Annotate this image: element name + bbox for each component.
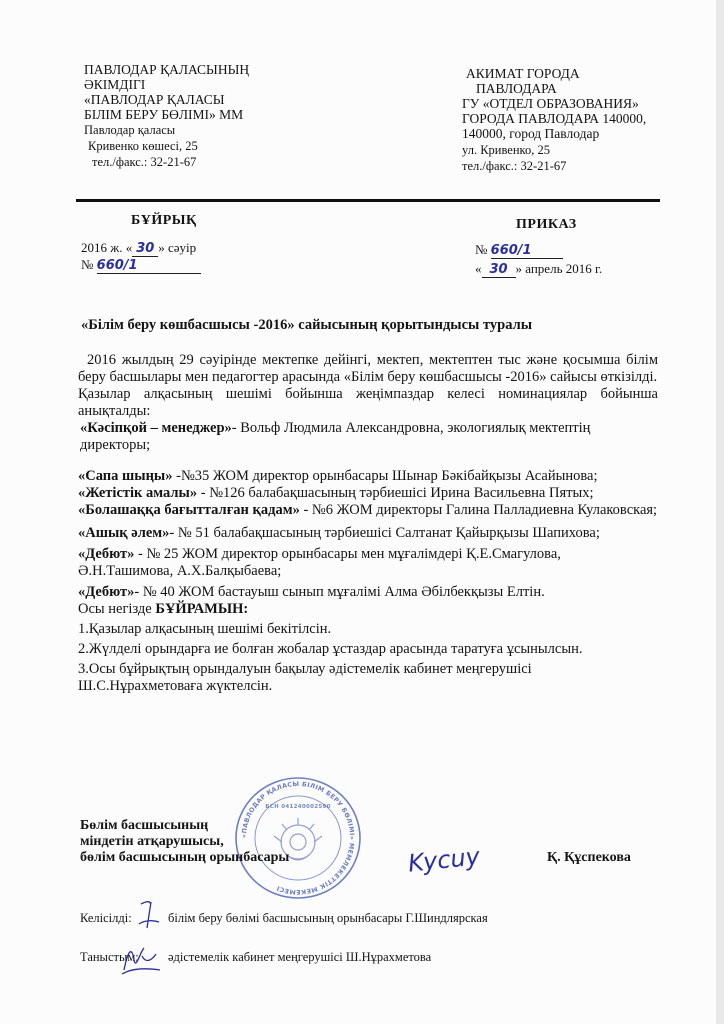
nomination: «Кәсіпқой – менеджер» bbox=[80, 420, 232, 436]
nomination: «Болашаққа бағытталған қадам» bbox=[78, 502, 300, 518]
signer-name: Қ. Құспекова bbox=[547, 850, 631, 865]
quote-open: « bbox=[475, 261, 482, 276]
date-prefix: 2016 ж. « bbox=[81, 240, 133, 255]
intro-paragraph: 2016 жылдың 29 сәуірінде мектепке дейінгі, мектеп, мектептен тыс және қосымша білім беру басшылары мен педагогтер арасында «Білім беру көшбасшысы -2016» сайысы өткізілді. bbox=[78, 352, 658, 385]
quote-close: » bbox=[515, 261, 522, 276]
number-handwritten: 660/1 bbox=[97, 258, 201, 274]
date-suffix: апрель 2016 г. bbox=[525, 261, 603, 276]
winner-text: -№35 ЖОМ директор орынбасары Шынар Бәкібайқызы Асайынова; bbox=[172, 468, 598, 484]
nomination: «Ашық әлем» bbox=[78, 525, 170, 541]
order-item: 2.Жүлделі орындарға ие болған жобалар ұстаздар арасында таратуға ұсынылсын. bbox=[78, 641, 583, 657]
number-symbol: № bbox=[81, 257, 94, 272]
winner-item bbox=[78, 468, 658, 485]
handwritten-signature: Kycuy bbox=[406, 842, 482, 878]
signer-title-line: Бөлім басшысының bbox=[80, 818, 209, 833]
initials-mark-icon bbox=[135, 898, 165, 932]
winner-text: - Вольф Людмила Александровна, экологиялық мектептің директоры; bbox=[80, 420, 591, 453]
winner-text: - № 40 ЖОМ бастауыш сынып мұғалімі Алма Әбілбекқызы Елтін. bbox=[134, 584, 545, 600]
winner-text: - № 25 ЖОМ директор орынбасары мен мұғалімдері Қ.Е.Смагулова, Ә.Н.Ташимова, А.Х.Балқыбаева; bbox=[78, 546, 561, 579]
header-divider bbox=[76, 199, 660, 202]
header-left-line: ӘКІМДІГІ bbox=[84, 77, 146, 92]
date-day-handwritten: 30 bbox=[132, 241, 158, 257]
signer-title-line: міндетін атқарушысы, bbox=[80, 834, 224, 849]
header-right-addr: тел./факс.: 32-21-67 bbox=[462, 159, 567, 173]
header-right bbox=[462, 66, 647, 174]
order-date-kz bbox=[81, 240, 196, 257]
date-suffix: » сәуір bbox=[158, 240, 197, 255]
header-right-line: 140000, город Павлодар bbox=[462, 126, 600, 141]
order-number-ru bbox=[475, 242, 563, 259]
scan-edge bbox=[716, 0, 724, 1024]
header-right-line: ГУ «ОТДЕЛ ОБРАЗОВАНИЯ» bbox=[462, 96, 639, 111]
order-number-kz bbox=[81, 257, 201, 274]
basis-bold: БҰЙРАМЫН: bbox=[155, 601, 249, 617]
header-right-line: АКИМАТ ГОРОДА bbox=[466, 66, 580, 81]
header-left-addr: тел./факс.: 32-21-67 bbox=[92, 155, 197, 169]
header-left-addr: Кривенко көшесі, 25 bbox=[88, 139, 198, 153]
header-left bbox=[84, 62, 249, 170]
winner-item bbox=[78, 485, 658, 502]
winner-item bbox=[78, 420, 658, 454]
number-symbol: № bbox=[475, 242, 488, 257]
winner-item bbox=[78, 502, 658, 519]
header-left-addr: Павлодар қаласы bbox=[84, 123, 176, 137]
order-title-ru: ПРИКАЗ bbox=[516, 217, 577, 232]
winner-text: - № 51 балабақшасының тәрбиешісі Салтанат Қайырқызы Шапихова; bbox=[169, 525, 600, 541]
nomination: «Жетістік амалы» bbox=[78, 485, 198, 501]
header-right-line: ГОРОДА ПАВЛОДАРА 140000, bbox=[462, 111, 647, 126]
stamp-inner-text: БСН 041240002590 bbox=[265, 804, 331, 810]
signature-block bbox=[80, 818, 289, 866]
initials-mark-icon bbox=[116, 940, 166, 980]
order-item: 1.Қазылар алқасының шешімі бекітілсін. bbox=[78, 621, 332, 637]
order-item: 3.Осы бұйрықтың орындалуын бақылау әдістемелік кабинет меңгерушісі Ш.С.Нұрахметоваға жүктелсін. bbox=[78, 661, 532, 694]
acquainted-text: әдістемелік кабинет меңгерушісі Ш.Нұрахметова bbox=[168, 950, 432, 964]
basis-line bbox=[78, 601, 658, 618]
agreed-label: Келісілді: bbox=[80, 911, 132, 925]
number-handwritten: 660/1 bbox=[491, 243, 563, 259]
winner-text: - №126 балабақшасының тәрбиешісі Ирина Васильевна Пятых; bbox=[197, 485, 594, 501]
header-left-line: «ПАВЛОДАР ҚАЛАСЫ bbox=[84, 92, 225, 107]
header-left-line: ПАВЛОДАР ҚАЛАСЫНЫҢ bbox=[84, 62, 250, 77]
date-day-handwritten: 30 bbox=[482, 262, 516, 278]
winner-item bbox=[78, 546, 658, 580]
agreed-text: білім беру бөлімі басшысының орынбасары Г.Шиндлярская bbox=[168, 911, 488, 925]
header-right-line: ПАВЛОДАРА bbox=[476, 81, 557, 96]
nomination: «Дебют» bbox=[78, 546, 135, 562]
order-body bbox=[78, 352, 658, 695]
header-left-line: БІЛІМ БЕРУ БӨЛІМІ» ММ bbox=[84, 107, 244, 122]
jury-paragraph: Қазылар алқасының шешімі бойынша жеңімпаздар келесі номинациялар бойынша анықталды: bbox=[78, 386, 658, 419]
acquainted-label: Таныстым: bbox=[80, 950, 139, 964]
basis-text: Осы негізде bbox=[78, 601, 156, 617]
winner-item bbox=[78, 525, 658, 542]
order-subject: «Білім беру көшбасшысы -2016» сайысының қорытындысы туралы bbox=[81, 317, 533, 333]
header-right-addr: ул. Кривенко, 25 bbox=[462, 143, 550, 157]
nomination: «Сапа шыңы» bbox=[78, 468, 173, 484]
signer-title-line: бөлім басшысының орынбасары bbox=[80, 850, 290, 865]
stamp-ring-text: «ПАВЛОДАР ҚАЛАСЫ БІЛІМ БЕРУ БӨЛІМІ» МЕМЛЕКЕТТІК МЕКЕМЕСІ bbox=[240, 780, 356, 896]
winner-text: - №6 ЖОМ директоры Галина Палладиевна Кулаковская; bbox=[299, 502, 658, 518]
order-date-ru bbox=[475, 261, 602, 278]
nomination: «Дебют» bbox=[78, 584, 135, 600]
order-title-kz: БҰЙРЫҚ bbox=[131, 213, 197, 228]
winner-item bbox=[78, 584, 658, 601]
